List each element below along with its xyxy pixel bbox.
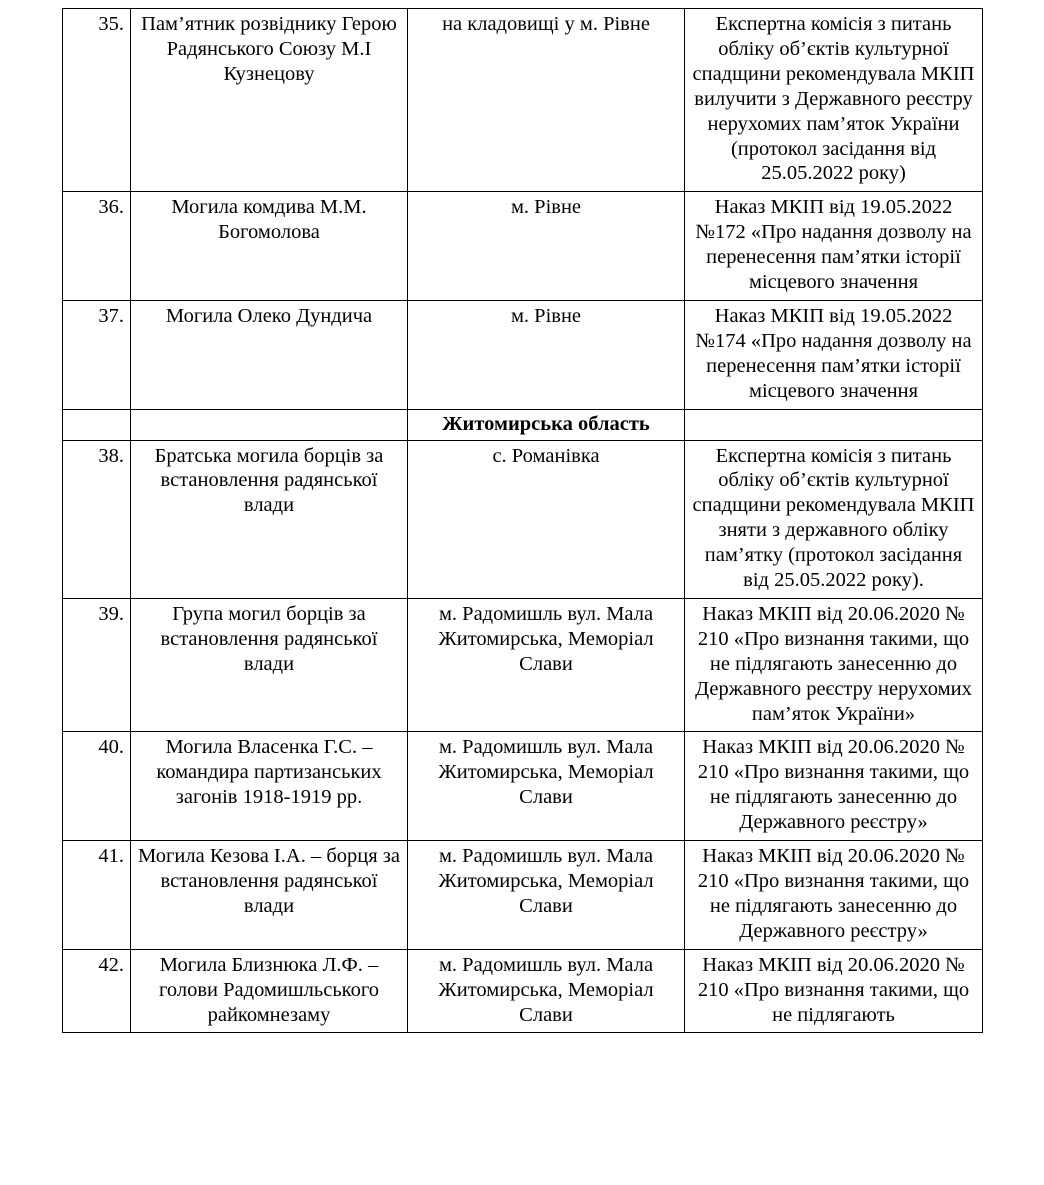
region-title: Житомирська область [408,409,685,440]
row-name: Могила Близнюка Л.Ф. – голови Радомишльського райкомнезаму [131,949,408,1033]
region-header-row [63,409,983,440]
row-number: 41. [63,841,131,950]
row-name: Могила Олеко Дундича [131,300,408,409]
row-document: Наказ МКІП від 19.05.2022 №172 «Про надання дозволу на перенесення пам’ятки історії місцевого значення [685,192,983,301]
row-number: 42. [63,949,131,1033]
table-row [63,192,983,301]
row-number: 38. [63,440,131,598]
row-name: Могила Власенка Г.С. – командира партизанських загонів 1918-1919 рр. [131,732,408,841]
table-row [63,841,983,950]
row-number: 35. [63,9,131,192]
registry-table [62,8,983,1033]
region-empty-number [63,409,131,440]
row-location: м. Рівне [408,192,685,301]
row-location: м. Радомишль вул. Мала Житомирська, Меморіал Слави [408,598,685,732]
row-name: Могила Кезова І.А. – борця за встановлення радянської влади [131,841,408,950]
region-empty-document [685,409,983,440]
row-name: Могила комдива М.М. Богомолова [131,192,408,301]
row-location: м. Радомишль вул. Мала Житомирська, Меморіал Слави [408,949,685,1033]
row-document: Наказ МКІП від 19.05.2022 №174 «Про надання дозволу на перенесення пам’ятки історії місцевого значення [685,300,983,409]
table-row [63,732,983,841]
row-location: на кладовищі у м. Рівне [408,9,685,192]
table-row [63,598,983,732]
table-row [63,440,983,598]
row-document: Експертна комісія з питань обліку об’єктів культурної спадщини рекомендувала МКІП вилучити з Державного реєстру нерухомих пам’яток України (протокол засідання від 25.05.2022 року) [685,9,983,192]
row-location: м. Радомишль вул. Мала Житомирська, Меморіал Слави [408,732,685,841]
table-body [63,9,983,1033]
row-location: м. Рівне [408,300,685,409]
row-number: 36. [63,192,131,301]
row-name: Братська могила борців за встановлення радянської влади [131,440,408,598]
row-document: Наказ МКІП від 20.06.2020 № 210 «Про визнання такими, що не підлягають [685,949,983,1033]
table-row [63,949,983,1033]
row-document: Наказ МКІП від 20.06.2020 № 210 «Про визнання такими, що не підлягають занесенню до Державного реєстру» [685,732,983,841]
table-row [63,9,983,192]
row-document: Наказ МКІП від 20.06.2020 № 210 «Про визнання такими, що не підлягають занесенню до Державного реєстру нерухомих пам’яток України» [685,598,983,732]
row-document: Наказ МКІП від 20.06.2020 № 210 «Про визнання такими, що не підлягають занесенню до Державного реєстру» [685,841,983,950]
row-number: 39. [63,598,131,732]
row-name: Пам’ятник розвіднику Герою Радянського Союзу М.І Кузнецову [131,9,408,192]
row-number: 40. [63,732,131,841]
region-empty-name [131,409,408,440]
row-number: 37. [63,300,131,409]
row-location: с. Романівка [408,440,685,598]
table-row [63,300,983,409]
row-location: м. Радомишль вул. Мала Житомирська, Меморіал Слави [408,841,685,950]
row-name: Група могил борців за встановлення радянської влади [131,598,408,732]
row-document: Експертна комісія з питань обліку об’єктів культурної спадщини рекомендувала МКІП зняти з державного обліку пам’ятку (протокол засідання від 25.05.2022 року). [685,440,983,598]
